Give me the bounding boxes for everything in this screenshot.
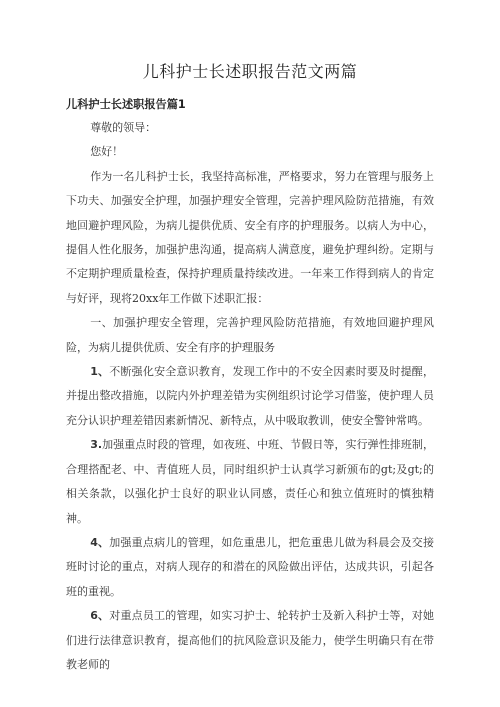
document-title: 儿科护士长述职报告范文两篇 [142, 62, 358, 81]
greeting: 您好！ [90, 145, 124, 159]
item-paragraph-6 [66, 604, 434, 677]
intro-paragraph: 作为一名儿科护士长，我坚持高标准，严格要求，努力在管理与服务上下功夫、加强安全护理，加强护理安全管理，完善护理风险防范措施，有效地回避护理风险，为病儿提供优质、安全有序的护理服务。以病人为中心，提倡人性化服务，加强护患沟通，提高病人满意度，避免护理纠纷。定期与不定期护理质量检查，保持护理质量持续改进。一年来工作得到病人的肯定与好评，现将20xx年工作做下述职汇报： [66, 169, 434, 305]
item-paragraph-1 [66, 360, 434, 433]
item-paragraph-3 [66, 433, 434, 531]
item-text: 加强重点病儿的管理，如危重患儿，把危重患儿做为科晨会及交接班时讨论的重点，对病人现存的和潜在的风险做出评估，达成共识，引起各班的重视。 [66, 535, 435, 598]
item-text: 对重点员工的管理，如实习护士、轮转护士及新入科护士等，对她们进行法律意识教育，提高他们的抗风险意识及能力，使学生明确只有在带教老师的 [66, 609, 435, 671]
item-number: 4、 [90, 535, 110, 549]
item-number: 6、 [90, 609, 110, 623]
salutation: 尊敬的领导： [90, 121, 157, 134]
item-text: 不断强化安全意识教育，发现工作中的不安全因素时要及时提醒，并提出整改措施，以院内外护理差错为实例组织讨论学习借鉴，使护理人员充分认识护理差错因素新情况、新特点，从中吸取教训，使安全警钟常鸣。 [66, 365, 435, 427]
document-body [66, 116, 434, 677]
item-paragraph-4 [66, 531, 434, 604]
section-heading: 儿科护士长述职报告篇1 [66, 98, 186, 111]
section-one-heading: 一、加强护理安全管理，完善护理风险防范措施，有效地回避护理风险，为病儿提供优质、安全有序的护理服务 [66, 316, 434, 354]
item-text: 加强重点时段的管理，如夜班、中班、节假日等，实行弹性排班制，合理搭配老、中、青值班人员，同时组织护士认真学习新颁布的gt;及gt;的相关条款，以强化护士良好的职业认同感，责任心和独立值班时的慎独精神。 [66, 438, 434, 525]
item-number: 3. [90, 438, 103, 452]
item-number: 1、 [90, 365, 110, 379]
